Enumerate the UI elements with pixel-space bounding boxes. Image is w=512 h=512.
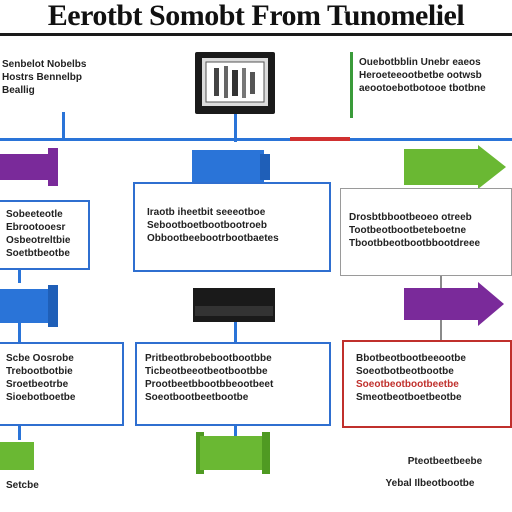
mid-left-line: Ebrootooesr <box>6 222 66 233</box>
low-right-line: Smeotbeotboetbeotbe <box>356 392 462 403</box>
mid-center-box <box>133 182 331 272</box>
top-left-label-box <box>0 54 116 112</box>
mid-right-line: Tbootbbeotbootbbootdreee <box>349 238 481 249</box>
low-right-line: Soeotbotbeotbootbe <box>356 366 454 377</box>
dark-block-center <box>193 288 277 324</box>
blue-block-arrow-center <box>192 148 272 186</box>
green-block-bottom-center <box>196 432 272 474</box>
bottom-right-caption-1: Pteotbeetbeebe <box>407 456 483 467</box>
mid-left-box <box>0 200 90 270</box>
low-right-box <box>342 340 512 428</box>
monitor-screen <box>202 58 268 106</box>
mid-left-line: Sobeeteotle <box>6 209 63 220</box>
low-right-line: Bbotbeotbootbeeootbe <box>356 353 466 364</box>
mid-center-line: Sebootboetbootbootroeb <box>147 220 267 231</box>
blue-block-arrow-left <box>0 285 60 327</box>
title-divider <box>0 33 512 36</box>
top-right-line: Heroeteeootbetbe ootwsb <box>359 70 482 81</box>
purple-block-arrow-right <box>404 282 506 326</box>
green-block-bottom-left <box>0 438 40 474</box>
low-left-line: Trebootbotbie <box>6 366 73 377</box>
top-left-line: Beallig <box>2 85 35 96</box>
top-right-line: aeootoebotbotooe tbotbne <box>359 83 486 94</box>
monitor-connector <box>234 112 237 142</box>
top-right-label-box <box>350 52 512 118</box>
low-center-line: Prootbeetbbootbbeootbeet <box>145 379 274 390</box>
purple-block-arrow-left <box>0 148 60 186</box>
mid-center-line: Iraotb iheetbit seeeotboe <box>147 207 266 218</box>
low-center-line: Pritbeotbrobebootbootbbe <box>145 353 272 364</box>
bottom-right-caption-2: Yebal Ilbeotbootbe <box>385 478 475 489</box>
bottom-left-caption: Setcbe <box>6 480 39 491</box>
low-left-line: Sroetbeotrbe <box>6 379 69 390</box>
mid-left-line: Soetbtbeotbe <box>6 248 70 259</box>
low-left-box <box>0 342 124 426</box>
mid-right-box <box>340 188 512 276</box>
green-block-arrow-right <box>404 145 508 189</box>
top-left-line: Senbelot Nobelbs <box>2 59 87 70</box>
red-connector-segment <box>290 137 350 141</box>
top-right-line: Ouebotbblin Unebr eaeos <box>359 57 481 68</box>
low-right-line-highlight: Soeotbeotbootbeetbe <box>356 379 459 390</box>
low-left-line: Scbe Oosrobe <box>6 353 74 364</box>
main-horizontal-connector <box>0 138 512 141</box>
low-left-line: Sioebotboetbe <box>6 392 76 403</box>
diagram-title: Eerotbt Somobt From Tunomeliel <box>47 0 465 32</box>
mid-left-line: Osbeotreltbie <box>6 235 71 246</box>
mid-center-line: Obbootbeebootrbootbaetes <box>147 233 279 244</box>
top-left-line: Hostrs Bennelbp <box>2 72 83 83</box>
mid-right-line: Drosbtbbootbeoeo otreeb <box>349 212 472 223</box>
low-center-line: Soeotbootbeetbootbe <box>145 392 249 403</box>
mid-right-line: Tootbeotbootbeteboetne <box>349 225 467 236</box>
low-center-box <box>135 342 331 426</box>
low-center-line: Ticbeotbeeotbeotbootbbe <box>145 366 268 377</box>
top-left-connector <box>62 108 65 140</box>
